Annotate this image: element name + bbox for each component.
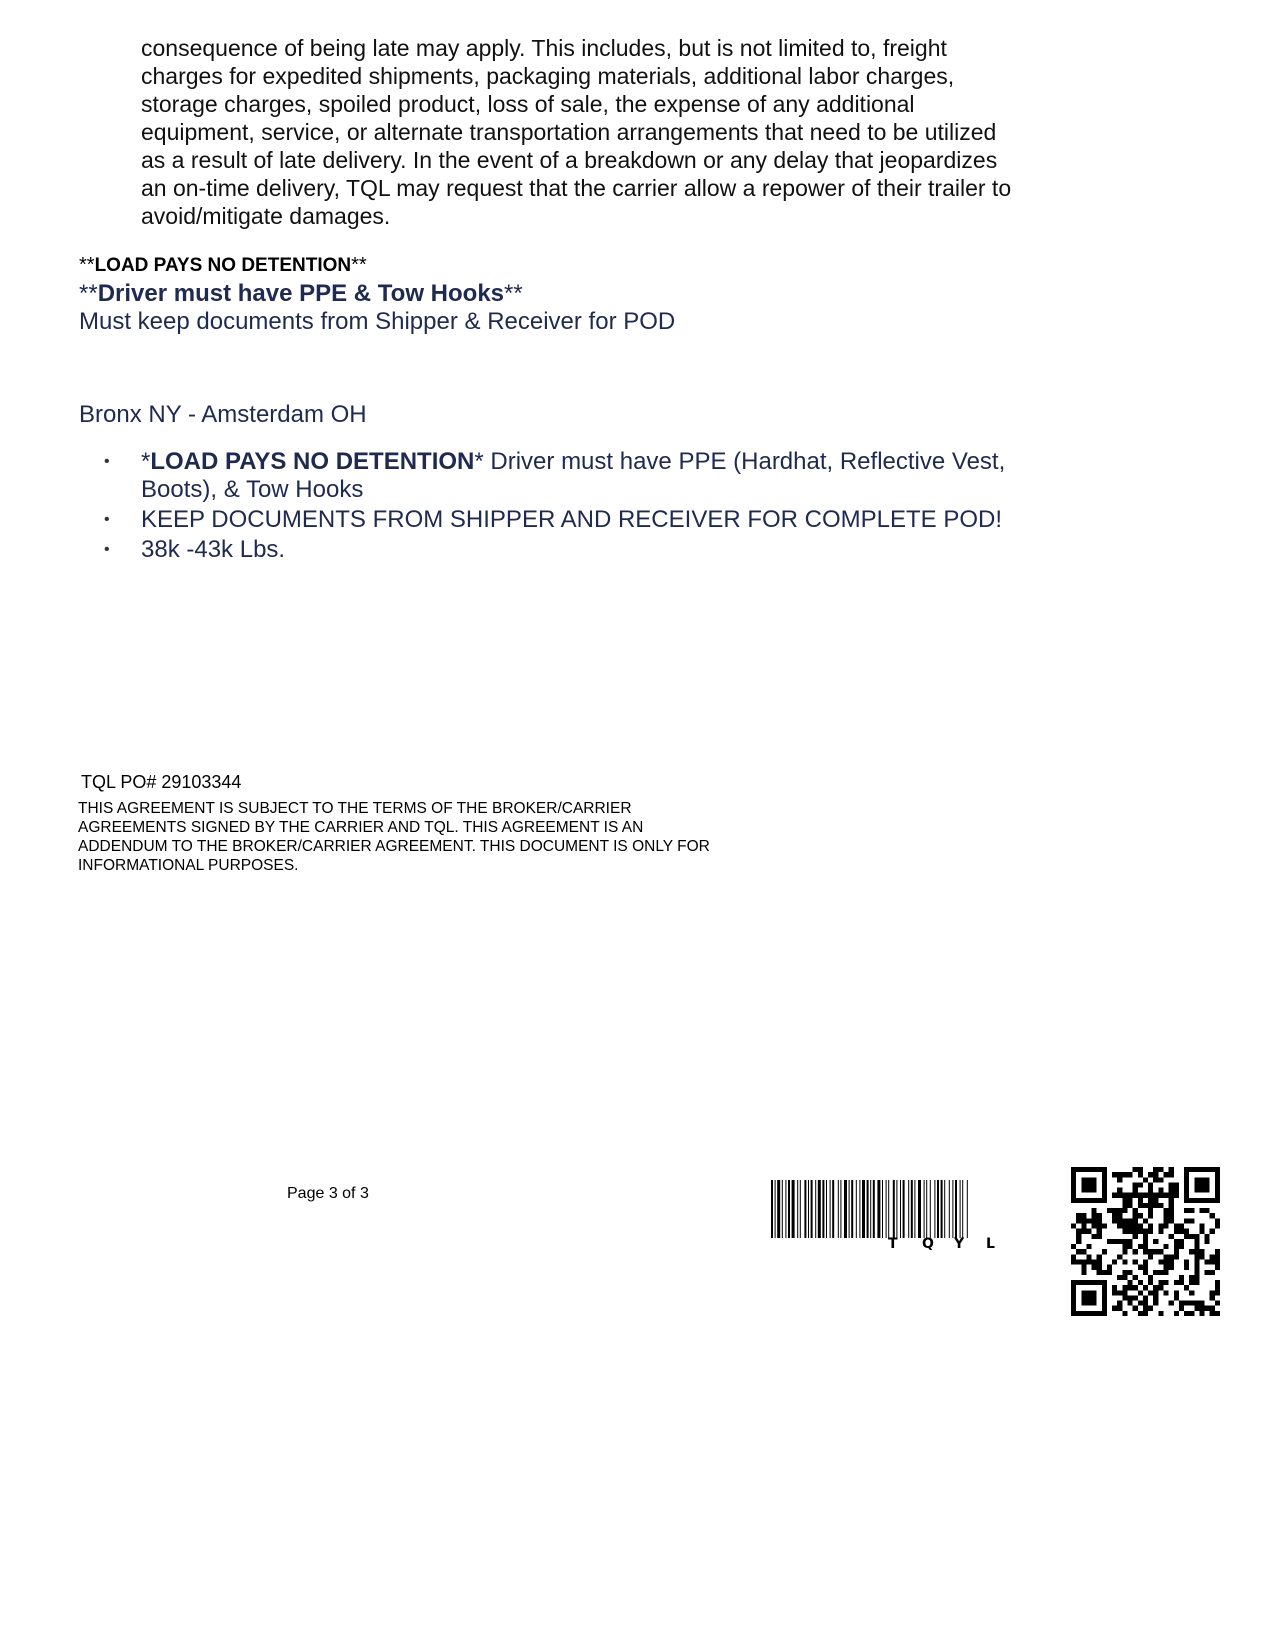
po-number: TQL PO# 29103344 <box>81 772 242 792</box>
bullet-text: 38k -43k Lbs. <box>141 536 286 563</box>
list-item <box>100 536 1080 564</box>
instructions-list <box>100 448 1080 564</box>
driver-requirement-text: Driver must have PPE & Tow Hooks <box>97 280 505 307</box>
qr-code-image <box>1071 1167 1220 1316</box>
agreement-line: AGREEMENTS SIGNED BY THE CARRIER AND TQL. THIS AGREEMENT IS AN <box>78 819 644 836</box>
terms-paragraph <box>141 34 1101 230</box>
barcode-caption <box>771 1236 1054 1254</box>
detention-note <box>79 254 367 277</box>
list-item <box>100 506 1080 534</box>
terms-line: equipment, service, or alternate transportation arrangements that need to be utilized <box>141 119 997 145</box>
agreement-disclaimer <box>78 799 798 875</box>
bullet-icon: • <box>104 511 110 528</box>
page-indicator: Page 3 of 3 <box>287 1185 369 1202</box>
detention-note-text: LOAD PAYS NO DETENTION <box>94 255 352 276</box>
driver-stars-left: ** <box>79 280 98 307</box>
terms-line: charges for expedited shipments, packaging materials, additional labor charges, <box>141 63 955 89</box>
terms-line: as a result of late delivery. In the event of a breakdown or any delay that jeopardizes <box>141 147 998 173</box>
barcode-caption-letter: Q <box>922 1236 934 1252</box>
keep-documents-note: Must keep documents from Shipper & Receiver for POD <box>79 308 676 335</box>
bullet-prefix: * <box>141 448 151 475</box>
bullet-bold-text: LOAD PAYS NO DETENTION <box>150 448 475 475</box>
route-heading: Bronx NY - Amsterdam OH <box>79 401 367 428</box>
list-item <box>100 448 1080 504</box>
terms-line: avoid/mitigate damages. <box>141 203 391 229</box>
bullet-icon: • <box>104 541 110 558</box>
bullet-text: * Driver must have PPE (Hardhat, Reflective Vest, Boots), & Tow Hooks <box>141 448 1006 503</box>
barcode-caption-letter: L <box>986 1236 995 1252</box>
detention-stars-left: ** <box>79 254 95 276</box>
terms-line: an on-time delivery, TQL may request that the carrier allow a repower of their trailer to <box>141 175 1012 201</box>
terms-line: storage charges, spoiled product, loss of sale, the expense of any additional <box>141 91 915 117</box>
driver-requirement-note <box>79 280 523 308</box>
driver-stars-right: ** <box>504 280 523 307</box>
terms-line: consequence of being late may apply. This includes, but is not limited to, freight <box>141 35 947 61</box>
barcode-caption-letter: Y <box>954 1236 965 1252</box>
barcode-caption-letter: T <box>888 1236 898 1252</box>
agreement-line: INFORMATIONAL PURPOSES. <box>78 857 299 874</box>
bullet-icon: • <box>104 453 110 470</box>
agreement-line: ADDENDUM TO THE BROKER/CARRIER AGREEMENT. THIS DOCUMENT IS ONLY FOR <box>78 838 710 855</box>
bullet-text: KEEP DOCUMENTS FROM SHIPPER AND RECEIVER FOR COMPLETE POD! <box>141 506 1003 533</box>
detention-stars-right: ** <box>351 254 367 276</box>
agreement-line: THIS AGREEMENT IS SUBJECT TO THE TERMS OF THE BROKER/CARRIER <box>78 800 632 817</box>
barcode-image <box>771 1180 1054 1238</box>
